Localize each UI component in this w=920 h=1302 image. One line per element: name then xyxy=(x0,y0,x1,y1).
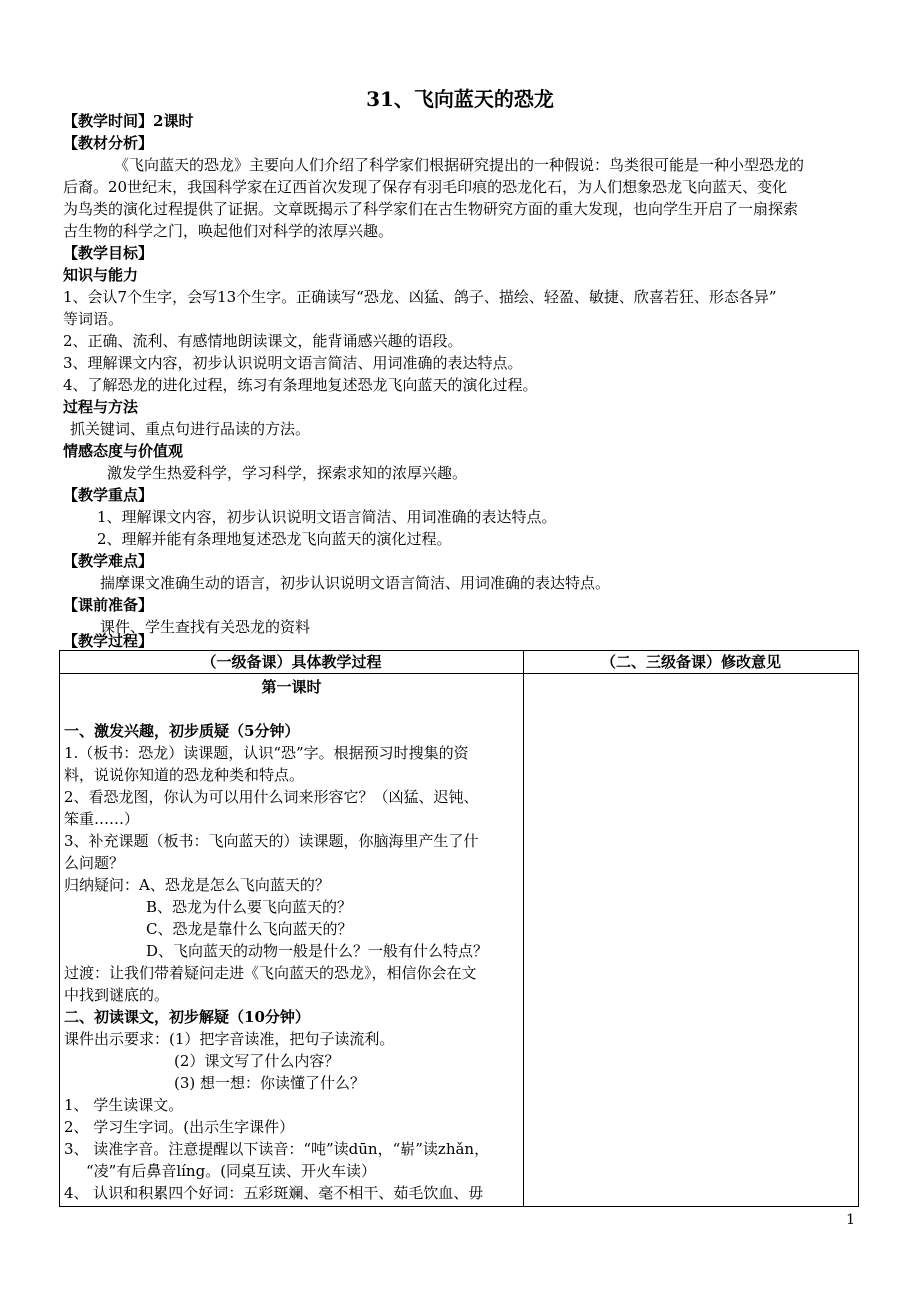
page-title: 31、飞向蓝天的恐龙 xyxy=(366,87,554,111)
table-header-row xyxy=(60,651,859,674)
process-cell xyxy=(60,674,524,1207)
process-line: 2、看恐龙图，你认为可以用什么词来形容它？（凶猛、迟钝、 xyxy=(64,788,479,806)
teaching-time xyxy=(63,110,193,132)
knowledge-line: 4、了解恐龙的进化过程，练习有条理地复述恐龙飞向蓝天的演化过程。 xyxy=(63,376,538,394)
knowledge-heading: 知识与能力 xyxy=(63,266,139,284)
process-line: 课件出示要求：(1）把字音读准，把句子读流利。 xyxy=(64,1030,395,1048)
teaching-process-table xyxy=(59,650,859,1207)
section-heading: 一、激发兴趣，初步质疑（5分钟） xyxy=(64,722,300,740)
process-line: 3、 读准字音。注意提醒以下读音：“吨”读dūn，“崭”读zhǎn， xyxy=(64,1140,490,1158)
process-line: “凌”有后鼻音líng。(同桌互读、开火车读） xyxy=(86,1162,377,1180)
process-line: 2、 学习生字词。(出示生字课件） xyxy=(64,1118,295,1136)
table-body-row xyxy=(60,674,859,1207)
process-line: B、恐龙为什么要飞向蓝天的？ xyxy=(146,898,353,916)
process-heading: 【教学过程】 xyxy=(63,632,154,650)
process-line: D、飞向蓝天的动物一般是什么？一般有什么特点？ xyxy=(146,942,489,960)
process-line: (2）课文写了什么内容？ xyxy=(174,1052,340,1070)
preparation-heading: 【课前准备】 xyxy=(63,596,154,614)
process-line: C、恐龙是靠什么飞向蓝天的？ xyxy=(146,920,353,938)
difficulties-heading: 【教学难点】 xyxy=(63,552,154,570)
difficulties-text: 揣摩课文准确生动的语言，初步认识说明文语言简洁、用词准确的表达特点。 xyxy=(100,574,611,592)
key-points-heading: 【教学重点】 xyxy=(63,486,154,504)
goals-heading: 【教学目标】 xyxy=(63,244,154,262)
revision-cell xyxy=(523,674,858,1207)
process-method-text: 抓关键词、重点句进行品读的方法。 xyxy=(70,420,311,438)
process-line: 么问题？ xyxy=(64,854,125,872)
process-line: 1、 学生读课文。 xyxy=(64,1096,184,1114)
teaching-time-value: 2课时 xyxy=(153,112,194,130)
process-line: (3) 想一想：你读懂了什么？ xyxy=(174,1074,366,1092)
knowledge-line: 等词语。 xyxy=(63,310,124,328)
section-heading: 二、初读课文，初步解疑（10分钟） xyxy=(64,1008,310,1026)
analysis-line: 《飞向蓝天的恐龙》主要向人们介绍了科学家们根据研究提出的一种假说：鸟类很可能是一种小型恐龙的 xyxy=(114,156,805,174)
process-line: 过渡：让我们带着疑问走进《飞向蓝天的恐龙》，相信你会在文 xyxy=(64,964,477,982)
process-line: 中找到谜底的。 xyxy=(64,986,170,1004)
process-line: 3、补充课题（板书：飞向蓝天的）读课题，你脑海里产生了什 xyxy=(64,832,479,850)
knowledge-line: 3、理解课文内容，初步认识说明文语言简洁、用词准确的表达特点。 xyxy=(63,354,523,372)
process-line: 归纳疑问：A、恐龙是怎么飞向蓝天的？ xyxy=(64,876,330,894)
analysis-line: 为鸟类的演化过程提供了证据。文章既揭示了科学家们在古生物研究方面的重大发现，也向学生开启了一扇探索 xyxy=(63,200,799,218)
process-line: 料，说说你知道的恐龙种类和特点。 xyxy=(64,766,305,784)
page-number: 1 xyxy=(846,1212,855,1228)
process-method-heading: 过程与方法 xyxy=(63,398,139,416)
analysis-heading: 【教材分析】 xyxy=(63,134,154,152)
knowledge-line: 1、会认7个生字，会写13个生字。正确读写“恐龙、凶猛、鸽子、描绘、轻盈、敏捷、欣喜若狂、形态各异” xyxy=(63,288,777,306)
header-right: （二、三级备课）修改意见 xyxy=(523,651,858,674)
process-line: 笨重……） xyxy=(64,810,140,828)
key-point-line: 1、理解课文内容，初步认识说明文语言简洁、用词准确的表达特点。 xyxy=(97,508,557,526)
emotion-heading: 情感态度与价值观 xyxy=(63,442,184,460)
process-line: 4、 认识和积累四个好词：五彩斑斓、毫不相干、茹毛饮血、毋 xyxy=(64,1184,484,1202)
header-left: （一级备课）具体教学过程 xyxy=(60,651,524,674)
key-point-line: 2、理解并能有条理地复述恐龙飞向蓝天的演化过程。 xyxy=(97,530,452,548)
lesson-title: 第一课时 xyxy=(261,678,322,696)
process-line: 1.（板书：恐龙）读课题，认识“恐”字。根据预习时搜集的资 xyxy=(64,744,469,762)
knowledge-line: 2、正确、流利、有感情地朗读课文，能背诵感兴趣的语段。 xyxy=(63,332,463,350)
analysis-line: 古生物的科学之门，唤起他们对科学的浓厚兴趣。 xyxy=(63,222,394,240)
emotion-text: 激发学生热爱科学，学习科学，探索求知的浓厚兴趣。 xyxy=(107,464,468,482)
blank-line xyxy=(64,698,519,720)
analysis-line: 后裔。20世纪末，我国科学家在辽西首次发现了保存有羽毛印痕的恐龙化石，为人们想象恐龙飞向蓝天、变化 xyxy=(63,178,788,196)
teaching-time-label: 【教学时间】 xyxy=(63,112,154,130)
preparation-text: 课件、学生查找有关恐龙的资料 xyxy=(100,618,311,636)
